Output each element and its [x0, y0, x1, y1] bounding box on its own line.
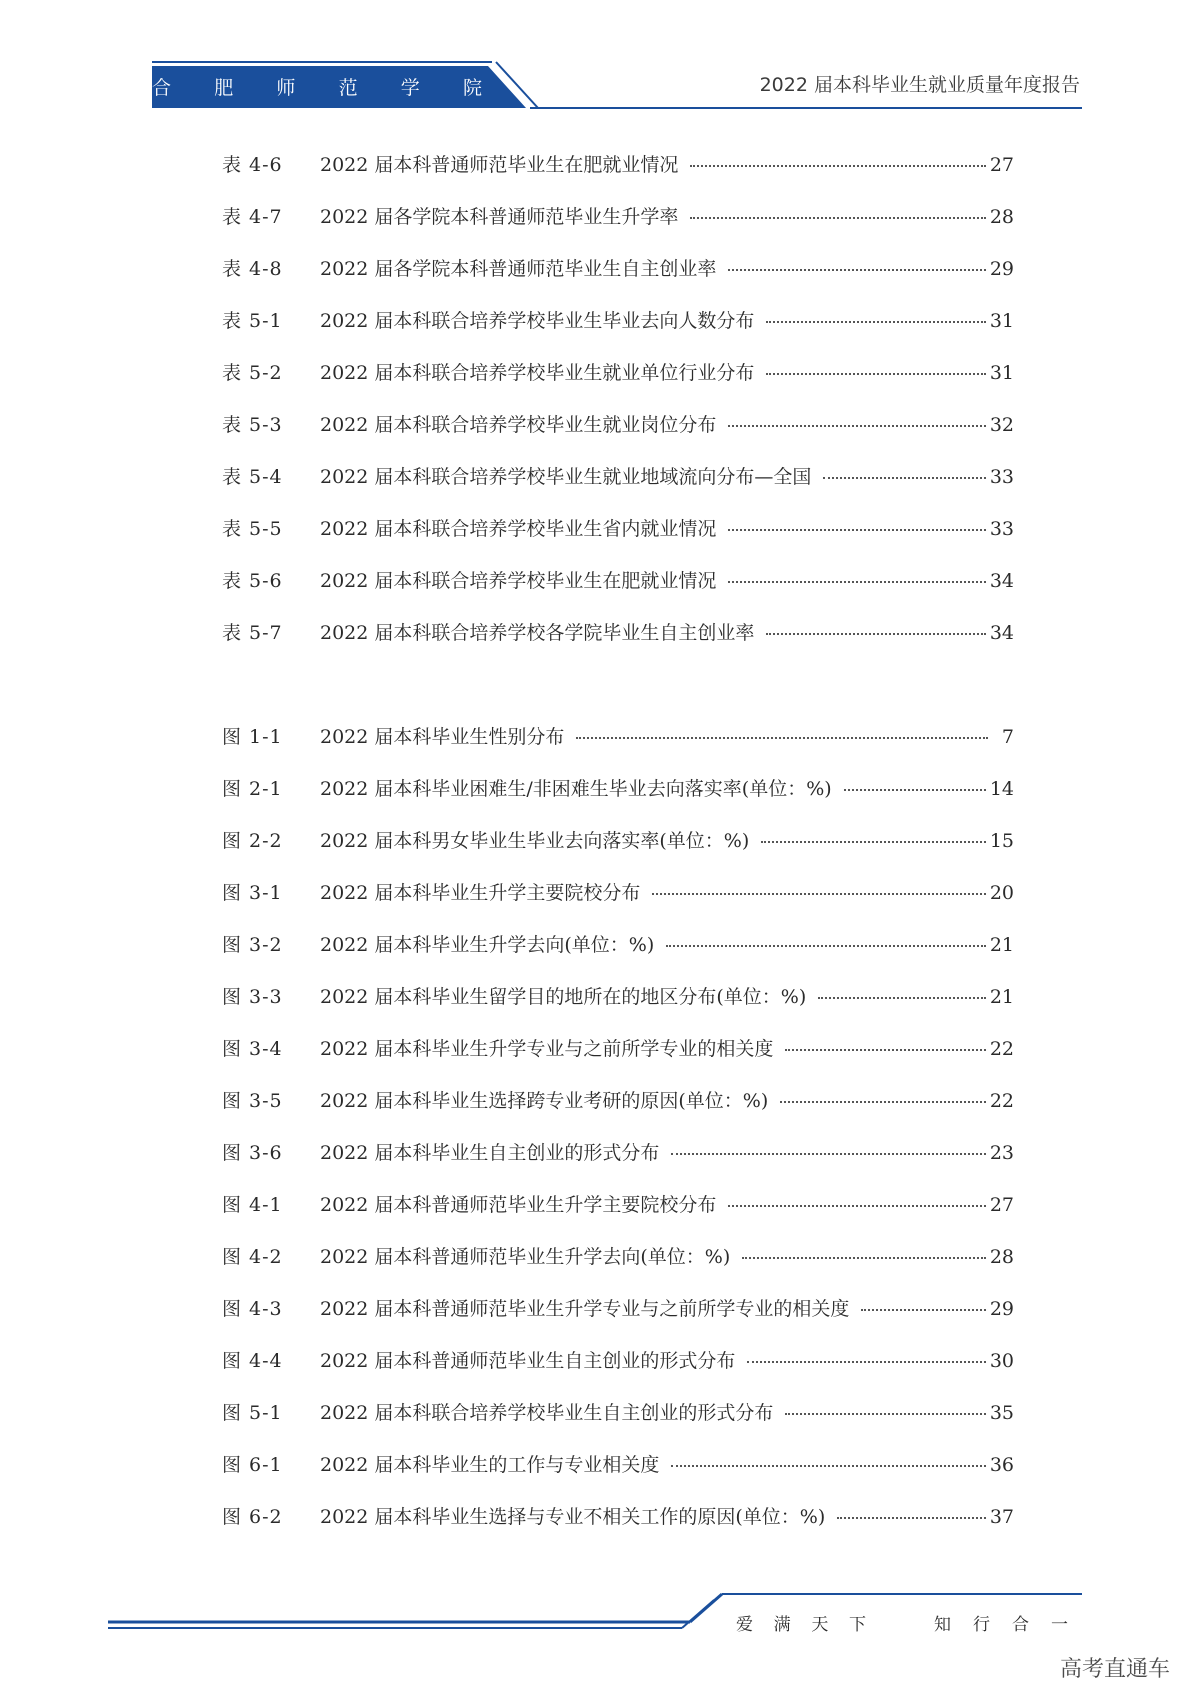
toc-entry-table[interactable]	[222, 464, 1014, 516]
toc-entry-label: 表 5-5	[222, 518, 283, 540]
toc-dot-leader	[766, 320, 985, 323]
slogan-char: 知	[934, 1615, 951, 1635]
toc-entry-label: 图 3-5	[222, 1090, 283, 1112]
report-title: 2022 届本科毕业生就业质量年度报告	[759, 74, 1080, 96]
toc-entry-page: 15	[989, 830, 1014, 852]
toc-entry-title: 2022 届本科毕业生性别分布	[320, 726, 565, 748]
footer-slogan-knowledge	[934, 1610, 1068, 1635]
school-name-char: 范	[338, 77, 358, 99]
toc-entry-label: 表 4-7	[222, 206, 283, 228]
toc-entry-page: 23	[989, 1142, 1014, 1164]
school-name-char: 合	[152, 77, 172, 99]
toc-entry-page: 14	[989, 778, 1014, 800]
toc-entry-table[interactable]	[222, 360, 1014, 412]
toc-dot-leader	[576, 736, 988, 739]
toc-entry-label: 图 3-2	[222, 934, 283, 956]
toc-entry-figure[interactable]	[222, 1452, 1014, 1504]
toc-entry-figure[interactable]	[222, 1400, 1014, 1452]
toc-entry-page: 31	[989, 310, 1014, 332]
toc-dot-leader	[690, 216, 985, 219]
school-name-char: 院	[462, 77, 482, 99]
toc-entry-figure[interactable]	[222, 1504, 1014, 1556]
toc-entry-figure[interactable]	[222, 1036, 1014, 1088]
toc-entry-title: 2022 届本科联合培养学校毕业生就业单位行业分布	[320, 362, 755, 384]
toc-entry-table[interactable]	[222, 204, 1014, 256]
toc-dot-leader	[780, 1100, 986, 1103]
toc-dot-leader	[728, 1204, 985, 1207]
toc-dot-leader	[728, 268, 985, 271]
school-name	[152, 73, 482, 100]
toc-entry-page: 20	[989, 882, 1014, 904]
toc-entry-table[interactable]	[222, 412, 1014, 464]
toc-entry-page: 34	[989, 570, 1014, 592]
toc-entry-title: 2022 届本科毕业困难生/非困难生毕业去向落实率(单位：%)	[320, 778, 832, 800]
toc-entry-label: 图 2-1	[222, 778, 283, 800]
toc-entry-title: 2022 届本科毕业生选择与专业不相关工作的原因(单位：%)	[320, 1506, 826, 1528]
toc-entry-page: 28	[989, 1246, 1014, 1268]
watermark: 高考直通车	[1059, 1657, 1170, 1682]
school-name-char: 师	[276, 77, 296, 99]
slogan-char: 爱	[736, 1615, 753, 1635]
slogan-char: 天	[811, 1615, 829, 1635]
toc-dot-leader	[742, 1256, 986, 1259]
toc-dot-leader	[728, 424, 985, 427]
toc-dot-leader	[844, 788, 986, 791]
toc-entry-title: 2022 届本科毕业生选择跨专业考研的原因(单位：%)	[320, 1090, 769, 1112]
toc-entry-title: 2022 届本科毕业生升学主要院校分布	[320, 882, 641, 904]
toc-dot-leader	[652, 892, 985, 895]
toc-entry-figure[interactable]	[222, 776, 1014, 828]
toc-entry-figure[interactable]	[222, 932, 1014, 984]
toc-entry-table[interactable]	[222, 516, 1014, 568]
toc-dot-leader	[671, 1152, 985, 1155]
toc-entry-page: 29	[989, 1298, 1014, 1320]
toc-entry-page: 31	[989, 362, 1014, 384]
toc-entry-title: 2022 届本科联合培养学校毕业生就业地域流向分布—全国	[320, 466, 812, 488]
toc-entry-title: 2022 届本科联合培养学校毕业生省内就业情况	[320, 518, 717, 540]
toc-entry-figure[interactable]	[222, 828, 1014, 880]
slogan-char: 行	[973, 1615, 990, 1635]
toc-entry-page: 21	[989, 934, 1014, 956]
toc-entry-page: 29	[989, 258, 1014, 280]
toc-entry-title: 2022 届本科普通师范毕业生升学去向(单位：%)	[320, 1246, 731, 1268]
toc-entry-figure[interactable]	[222, 1296, 1014, 1348]
toc-entry-title: 2022 届本科毕业生留学目的地所在的地区分布(单位：%)	[320, 986, 807, 1008]
slogan-char: 一	[1051, 1615, 1068, 1635]
table-of-figures	[222, 724, 1014, 1556]
toc-entry-title: 2022 届本科普通师范毕业生在肥就业情况	[320, 154, 679, 176]
toc-entry-table[interactable]	[222, 152, 1014, 204]
toc-entry-title: 2022 届本科毕业生升学专业与之前所学专业的相关度	[320, 1038, 774, 1060]
toc-entry-page: 27	[989, 154, 1014, 176]
toc-dot-leader	[671, 1464, 985, 1467]
toc-entry-label: 图 4-3	[222, 1298, 283, 1320]
toc-entry-table[interactable]	[222, 620, 1014, 672]
toc-entry-figure[interactable]	[222, 1140, 1014, 1192]
toc-entry-label: 表 4-6	[222, 154, 283, 176]
toc-entry-label: 图 4-1	[222, 1194, 283, 1216]
toc-dot-leader	[785, 1048, 985, 1051]
page-header	[0, 0, 1190, 120]
school-name-char: 学	[400, 77, 420, 99]
toc-dot-leader	[728, 580, 985, 583]
toc-entry-page: 28	[989, 206, 1014, 228]
toc-entry-page: 34	[989, 622, 1014, 644]
toc-entry-page: 35	[989, 1402, 1014, 1424]
toc-entry-label: 图 6-2	[222, 1506, 283, 1528]
toc-entry-label: 图 3-4	[222, 1038, 283, 1060]
toc-dot-leader	[818, 996, 986, 999]
toc-entry-title: 2022 届本科普通师范毕业生升学主要院校分布	[320, 1194, 717, 1216]
toc-entry-label: 图 1-1	[222, 726, 283, 748]
toc-entry-title: 2022 届本科男女毕业生毕业去向落实率(单位：%)	[320, 830, 750, 852]
toc-entry-page: 30	[989, 1350, 1014, 1372]
toc-entry-title: 2022 届本科毕业生自主创业的形式分布	[320, 1142, 660, 1164]
toc-entry-page: 7	[1001, 726, 1014, 748]
slogan-char: 满	[773, 1615, 791, 1635]
toc-dot-leader	[747, 1360, 985, 1363]
toc-entry-label: 图 2-2	[222, 830, 283, 852]
toc-entry-table[interactable]	[222, 308, 1014, 360]
toc-entry-label: 表 5-7	[222, 622, 283, 644]
toc-entry-label: 图 3-6	[222, 1142, 283, 1164]
toc-entry-label: 表 5-4	[222, 466, 283, 488]
slogan-char: 合	[1012, 1615, 1029, 1635]
toc-entry-title: 2022 届本科普通师范毕业生自主创业的形式分布	[320, 1350, 736, 1372]
toc-entry-label: 图 4-2	[222, 1246, 283, 1268]
toc-entry-label: 表 5-3	[222, 414, 283, 436]
toc-entry-label: 图 4-4	[222, 1350, 283, 1372]
toc-entry-figure[interactable]	[222, 1088, 1014, 1140]
toc-entry-title: 2022 届本科联合培养学校毕业生就业岗位分布	[320, 414, 717, 436]
footer-banner-graphic	[0, 1590, 1190, 1683]
toc-entry-title: 2022 届本科联合培养学校各学院毕业生自主创业率	[320, 622, 755, 644]
toc-entry-table[interactable]	[222, 256, 1014, 308]
toc-entry-page: 22	[989, 1090, 1014, 1112]
toc-entry-page: 27	[989, 1194, 1014, 1216]
toc-entry-title: 2022 届各学院本科普通师范毕业生升学率	[320, 206, 679, 228]
toc-entry-page: 33	[989, 466, 1014, 488]
slogan-char: 下	[848, 1615, 866, 1635]
toc-entry-title: 2022 届本科毕业生升学去向(单位：%)	[320, 934, 655, 956]
toc-entry-page: 33	[989, 518, 1014, 540]
table-of-tables	[222, 152, 1014, 672]
page-footer	[0, 1590, 1190, 1683]
footer-slogan-love	[736, 1610, 866, 1635]
toc-dot-leader	[823, 476, 985, 479]
toc-entry-figure[interactable]	[222, 984, 1014, 1036]
toc-entry-label: 表 5-2	[222, 362, 283, 384]
toc-entry-label: 图 3-3	[222, 986, 283, 1008]
toc-entry-figure[interactable]	[222, 880, 1014, 932]
toc-entry-page: 37	[989, 1506, 1014, 1528]
toc-entry-page: 32	[989, 414, 1014, 436]
toc-entry-page: 21	[989, 986, 1014, 1008]
toc-entry-label: 图 3-1	[222, 882, 283, 904]
toc-dot-leader	[861, 1308, 985, 1311]
toc-entry-label: 表 4-8	[222, 258, 283, 280]
toc-entry-figure[interactable]	[222, 1244, 1014, 1296]
toc-entry-label: 表 5-6	[222, 570, 283, 592]
toc-dot-leader	[761, 840, 986, 843]
toc-dot-leader	[766, 372, 985, 375]
toc-entry-table[interactable]	[222, 568, 1014, 620]
toc-dot-leader	[728, 528, 985, 531]
toc-entry-figure[interactable]	[222, 724, 1014, 776]
toc-entry-title: 2022 届本科联合培养学校毕业生自主创业的形式分布	[320, 1402, 774, 1424]
toc-dot-leader	[666, 944, 986, 947]
toc-entry-page: 36	[989, 1454, 1014, 1476]
toc-entry-label: 表 5-1	[222, 310, 283, 332]
toc-dot-leader	[690, 164, 985, 167]
toc-entry-title: 2022 届本科毕业生的工作与专业相关度	[320, 1454, 660, 1476]
toc-dot-leader	[837, 1516, 986, 1519]
school-name-char: 肥	[214, 77, 234, 99]
header-banner-graphic	[0, 0, 1190, 120]
toc-entry-figure[interactable]	[222, 1192, 1014, 1244]
toc-entry-label: 图 6-1	[222, 1454, 283, 1476]
toc-entry-title: 2022 届各学院本科普通师范毕业生自主创业率	[320, 258, 717, 280]
toc-dot-leader	[785, 1412, 985, 1415]
toc-entry-label: 图 5-1	[222, 1402, 283, 1424]
toc-entry-title: 2022 届本科联合培养学校毕业生在肥就业情况	[320, 570, 717, 592]
toc-entry-title: 2022 届本科联合培养学校毕业生毕业去向人数分布	[320, 310, 755, 332]
toc-entry-page: 22	[989, 1038, 1014, 1060]
toc-entry-title: 2022 届本科普通师范毕业生升学专业与之前所学专业的相关度	[320, 1298, 850, 1320]
toc-dot-leader	[766, 632, 985, 635]
toc-entry-figure[interactable]	[222, 1348, 1014, 1400]
